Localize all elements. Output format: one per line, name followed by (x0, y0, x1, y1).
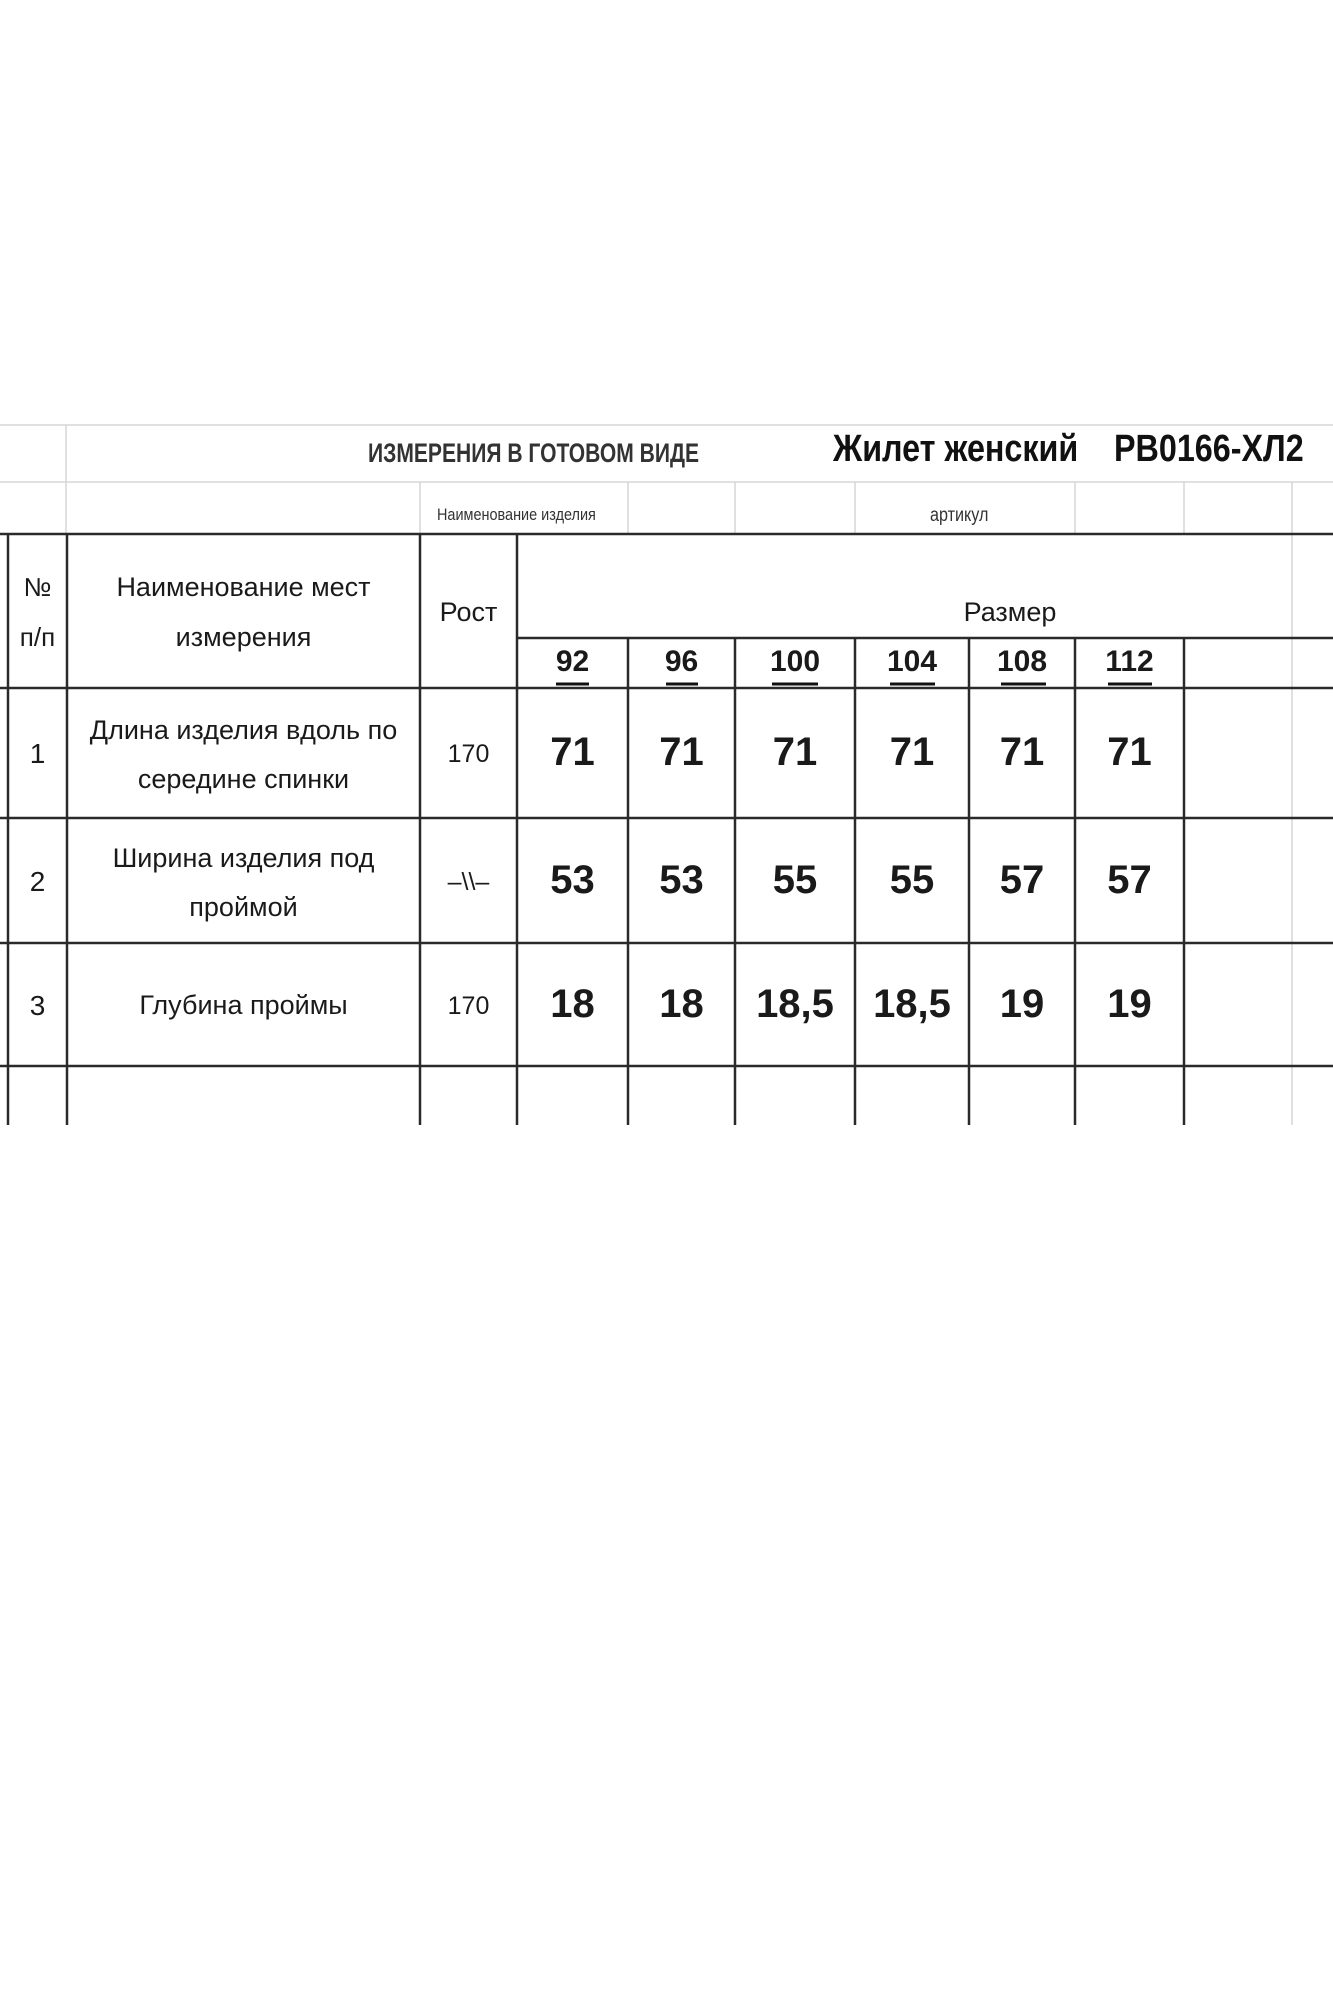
col-header-place-line1: Наименование мест (116, 572, 371, 602)
col-header-num-line2: п/п (19, 622, 56, 652)
row-2-value-108: 57 (999, 858, 1045, 902)
article-number: РВ0166-ХЛ2 (1114, 428, 1304, 470)
col-header-place-line2: измерения (175, 622, 312, 652)
row-1-value-112: 71 (1107, 730, 1152, 774)
row-3-value-96: 18 (659, 982, 704, 1026)
row-1-value-92: 71 (550, 730, 595, 774)
size-header-104: 104 (886, 645, 938, 678)
row-3-num: 3 (29, 990, 46, 1021)
row-3-value-100: 18,5 (756, 982, 834, 1026)
product-name-caption: Наименование изделия (437, 505, 596, 524)
col-header-size-group: Размер (963, 597, 1057, 627)
row-2-num: 2 (29, 866, 46, 897)
size-header-100: 100 (769, 645, 821, 678)
article-caption: артикул (930, 505, 989, 526)
row-2-height: –\\– (447, 868, 490, 896)
row-2-value-112: 57 (1107, 858, 1152, 902)
row-1-value-108: 71 (999, 730, 1045, 774)
row-1-value-104: 71 (889, 730, 935, 774)
row-2-name-line2: проймой (189, 892, 298, 922)
row-1-name-line2: середине спинки (137, 764, 350, 794)
row-1-value-96: 71 (659, 730, 704, 774)
row-3-value-108: 19 (999, 982, 1045, 1026)
col-header-height: Рост (439, 597, 498, 627)
row-2-value-100: 55 (772, 858, 818, 902)
row-1-height: 170 (447, 740, 490, 768)
row-1-name-line1: Длина изделия вдоль по (89, 715, 398, 745)
row-3-value-112: 19 (1107, 982, 1152, 1026)
row-3-value-104: 18,5 (873, 982, 951, 1026)
row-1-value-100: 71 (772, 730, 818, 774)
row-2-value-92: 53 (550, 858, 595, 902)
col-header-num-line1: № (23, 572, 52, 602)
size-header-108: 108 (996, 645, 1048, 678)
row-3-name-line1: Глубина проймы (139, 990, 348, 1020)
row-2-value-104: 55 (889, 858, 935, 902)
row-2-name-line1: Ширина изделия под (112, 843, 375, 873)
product-name: Жилет женский (833, 428, 1079, 470)
row-3-value-92: 18 (550, 982, 595, 1026)
size-header-96: 96 (664, 645, 699, 678)
row-2-value-96: 53 (659, 858, 704, 902)
size-header-112: 112 (1105, 645, 1154, 678)
row-3-height: 170 (447, 992, 490, 1020)
size-header-92: 92 (555, 645, 590, 678)
row-1-num: 1 (29, 738, 46, 769)
measure-title: ИЗМЕРЕНИЯ В ГОТОВОМ ВИДЕ (368, 438, 700, 468)
